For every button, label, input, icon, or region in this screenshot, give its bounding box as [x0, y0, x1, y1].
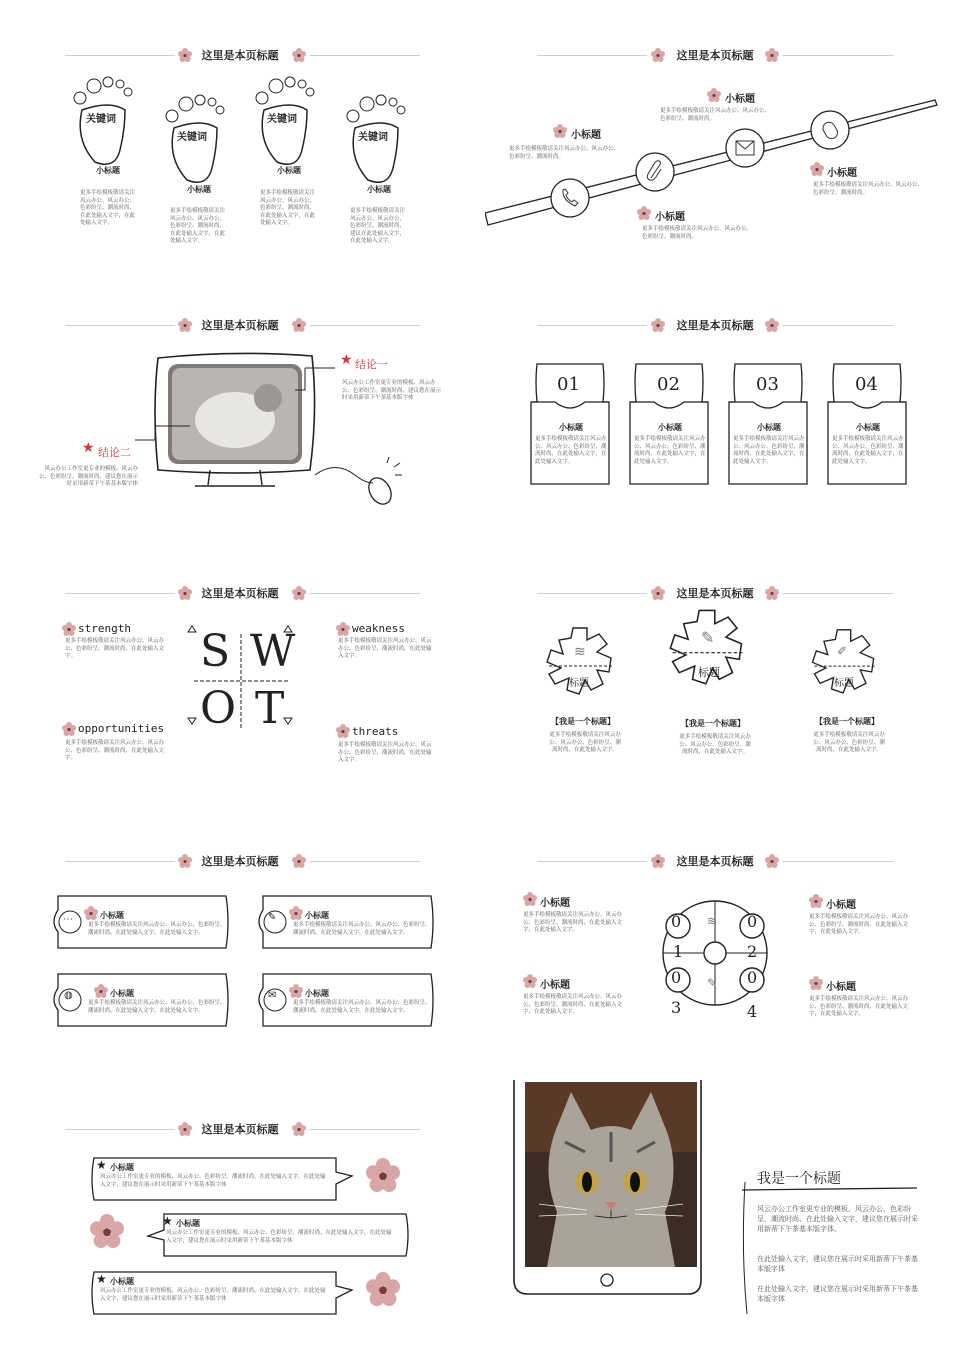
body-text: 更多手绘模板敬请关注风云办公、风云办公、色彩纷呈、潮流时尚、在此处输入文字，在此处输入文字。 — [260, 190, 316, 226]
body-text: 更多手绘模板敬请关注风云办公、风云办公、色彩纷呈、潮流时尚、在此处输入文字，在此处输入文字。 — [88, 922, 226, 936]
body-text: 在此处输入文字，建议您在展示时采用新蒂下午茶基本版字体 — [757, 1285, 918, 1303]
pushpin-icon: ✎ — [268, 912, 277, 923]
body-text: 更多手绘模板敬请关注风云办公、风云办公、色彩纷呈、潮流时尚。 — [642, 226, 753, 240]
slide-title: 我是一个标题 — [757, 1171, 841, 1187]
slide-gears — [485, 548, 945, 798]
slide-header — [485, 578, 945, 608]
page-title: 这里是本页标题 — [201, 1123, 279, 1136]
body-text: 更多手绘模板敬请关注风云办公、风云办公、色彩纷呈、潮流时尚、在此处输入文字。 — [549, 732, 621, 753]
gear-icon — [657, 606, 757, 706]
subtitle: 小标题 — [277, 165, 301, 175]
wifi-icon: ≋ — [707, 914, 718, 928]
body-text: 更多手绘模板敬请关注风云办公、风云办公、色彩纷呈、潮流时尚、在此处输入文字。 — [338, 742, 432, 763]
swot-label: strength — [78, 622, 131, 635]
body-text: 更多手绘模板敬请关注风云办公、风云办公、色彩纷呈、潮流时尚、在此处输入文字，在此处输入文字。 — [733, 436, 805, 465]
body-text: 更多手绘模板敬请关注风云办公、风云办公、色彩纷呈、潮流时尚。 — [813, 182, 924, 196]
gear-label: 标题 — [698, 666, 720, 679]
flower-icon — [336, 622, 350, 636]
mouse-icon — [315, 455, 405, 510]
subtitle: 小标题 — [367, 184, 391, 194]
envelope-icon — [725, 128, 765, 168]
body-text: 风云办公工作室更专业的模板、风云办公、色彩纷呈、潮流时尚、在此处输入文字，在此处输入文字，建议您在展示时采用新蒂下午茶基本版字体 — [166, 1230, 392, 1244]
envelope-icon: ✉ — [268, 990, 277, 1001]
mouse-icon: ◍ — [64, 990, 73, 1001]
slide-header — [10, 846, 470, 876]
body-text: 更多手绘模板敬请关注风云办公、风云办公、色彩纷呈、潮流时尚、在此处输入文字，在此处输入文字。 — [809, 914, 909, 935]
slide-swot — [10, 548, 470, 798]
flower-icon — [810, 162, 824, 176]
flower-icon — [292, 1122, 306, 1136]
circle-number: 0 — [671, 968, 682, 987]
subtitle: 小标题 — [305, 910, 329, 920]
swot-label: weakness — [352, 622, 405, 635]
body-text: 风云办公工作室更专业的模板、风云办公、色彩纷呈、潮流时尚、在此处输入文字，在此处输入文字，建议您在展示时采用新蒂下午茶基本版字体 — [100, 1288, 326, 1302]
circle-number: 1 — [673, 942, 684, 961]
flower-icon — [289, 984, 303, 998]
keyword-label: 关键词 — [177, 132, 207, 143]
phone-icon — [550, 178, 590, 218]
body-text: 更多手绘模板敬请关注风云办公、风云办公、色彩纷呈、潮流时尚、在此处输入文字。 — [65, 638, 165, 659]
circle-number: 0 — [747, 968, 758, 987]
star-icon: ★ — [340, 352, 353, 368]
slide-speech-bubbles — [10, 1084, 470, 1334]
circle-number: 0 — [671, 912, 682, 931]
flower-icon — [90, 1214, 124, 1248]
chat-icon: ⋯ — [63, 914, 73, 925]
cat-photo — [525, 1082, 697, 1267]
body-text: 更多手绘模板敬请关注风云办公、风云办公、色彩纷呈、潮流时尚、在此处输入文字，在此处输入文字。 — [809, 996, 909, 1017]
swot-letter: O — [200, 683, 237, 734]
subtitle: 小标题 — [100, 910, 124, 920]
flower-icon — [292, 318, 306, 332]
flower-icon — [809, 894, 823, 908]
flower-icon — [809, 976, 823, 990]
subtitle: 小标题 — [856, 422, 880, 432]
flower-icon — [292, 48, 306, 62]
circle-number: 3 — [671, 998, 682, 1017]
flower-icon — [765, 48, 779, 62]
body-text: 更多手绘模板敬请关注风云办公、风云办公、色彩纷呈、潮流时尚、在此处输入文字，在此处输入文字。 — [523, 912, 623, 933]
pen-icon: ✐ — [837, 644, 848, 658]
page-title: 这里是本页标题 — [676, 587, 754, 600]
flower-icon — [292, 854, 306, 868]
gear-caption: 【我是一个标题】 — [551, 716, 615, 726]
card-number: 03 — [756, 374, 779, 395]
mouse-icon — [810, 110, 850, 150]
body-text: 更多手绘模板敬请关注风云办公、风云办公、色彩纷呈、潮流时尚、在此处输入文字，在此处输入文字。 — [88, 1000, 226, 1014]
subtitle: 小标题 — [540, 898, 570, 909]
flower-icon — [765, 318, 779, 332]
body-text: 更多手绘模板敬请关注风云办公、风云办公、色彩纷呈、潮流时尚、在此处输入文字。 — [338, 638, 432, 659]
keyword-label: 关键词 — [358, 132, 388, 143]
flower-icon — [523, 892, 537, 906]
page-title: 这里是本页标题 — [676, 855, 754, 868]
page-title: 这里是本页标题 — [201, 587, 279, 600]
flower-icon — [553, 124, 567, 138]
subtitle: 小标题 — [305, 988, 329, 998]
subtitle: 小标题 — [110, 988, 134, 998]
body-text: 更多手绘模板敬请关注风云办公、风云办公、色彩纷呈、潮流时尚、在此处输入文字，在此处输入文字。 — [832, 436, 904, 465]
slide-header — [10, 578, 470, 608]
flower-icon — [62, 722, 76, 736]
flower-icon — [765, 854, 779, 868]
flower-icon — [765, 586, 779, 600]
body-text: 风云办公工作室更专业的模板、风云办公、色彩纷呈、潮流时尚、在此处输入文字，在此处输入文字，建议您在展示时采用新蒂下午茶基本版字体 — [100, 1174, 326, 1188]
subtitle: 小标题 — [176, 1218, 200, 1228]
body-text: 更多手绘模板敬请关注风云办公、风云办公、色彩纷呈、潮流时尚。 — [660, 108, 771, 122]
body-text: 更多手绘模板敬请关注风云办公、风云办公、色彩纷呈、潮流时尚、在此处输入文字。 — [813, 732, 885, 753]
page-title: 这里是本页标题 — [676, 319, 754, 332]
flower-icon — [94, 984, 108, 998]
subtitle: 小标题 — [658, 422, 682, 432]
slide-footprints — [10, 10, 470, 260]
circle-number: 2 — [747, 942, 758, 961]
gear-caption: 【我是一个标题】 — [681, 718, 745, 728]
body-text: 更多手绘模板敬请关注风云办公、风云办公、色彩纷呈、潮流时尚、在此处输入文字，在此处输入文字。 — [293, 922, 431, 936]
circle-number: 0 — [747, 912, 758, 931]
flower-icon — [292, 586, 306, 600]
subtitle: 小标题 — [571, 130, 601, 141]
subtitle: 小标题 — [655, 212, 685, 223]
slide-monitor — [10, 280, 470, 530]
body-text: 更多手绘模板敬请关注风云办公、风云办公、色彩纷呈、潮流时尚、在此处输入文字，在此处输入文字。 — [535, 436, 607, 465]
pushpin-icon: ✎ — [701, 628, 715, 647]
slide-header — [10, 40, 470, 70]
star-icon: ★ — [162, 1214, 173, 1228]
flower-icon — [366, 1158, 400, 1192]
flower-icon — [336, 724, 350, 738]
slide-phone-photo — [485, 1080, 945, 1342]
flower-icon — [523, 974, 537, 988]
star-icon: ★ — [96, 1272, 107, 1286]
paperclip-icon — [635, 152, 675, 192]
slide-header — [485, 40, 945, 70]
subtitle: 小标题 — [540, 980, 570, 991]
flower-icon — [62, 622, 76, 636]
body-text: 在此处输入文字，建议您在展示时采用新蒂下午茶基本版字体 — [757, 1255, 918, 1273]
slide-circle-network — [485, 816, 945, 1066]
slide-header — [485, 846, 945, 876]
conclusion-label: 结论二 — [98, 446, 131, 459]
swot-letter: S — [200, 626, 231, 677]
card-number: 02 — [657, 374, 680, 395]
page-title: 这里是本页标题 — [201, 319, 279, 332]
flower-icon — [637, 206, 651, 220]
page-title: 这里是本页标题 — [201, 855, 279, 868]
star-icon: ★ — [96, 1158, 107, 1172]
body-text: 更多手绘模板敬请关注风云办公、风云办公、色彩纷呈、潮流时尚、在此处输入文字。 — [679, 734, 751, 755]
gear-label: 标题 — [834, 678, 854, 689]
card-number: 01 — [557, 374, 580, 395]
body-text: 更多手绘模板敬请关注风云办公、风云办公、色彩纷呈、潮流时尚、建议在此处输入文字，在此处输入文字。 — [350, 208, 406, 244]
card-number: 04 — [855, 374, 878, 395]
keyword-label: 关键词 — [86, 114, 116, 125]
slide-header — [10, 310, 470, 340]
swot-label: threats — [352, 725, 399, 738]
gear-icon — [535, 624, 625, 714]
flower-icon — [366, 1272, 400, 1306]
body-text: 更多手绘模板敬请关注风云办公、风云办公、色彩纷呈、潮流时尚、在此处输入文字。 — [65, 740, 165, 761]
body-text: 更多手绘模板敬请关注风云办公、风云办公、色彩纷呈、潮流时尚、在此处输入文字，在此处输入文字。 — [170, 208, 226, 244]
conclusion-text: 风云办公工作室更专业的模板、风云办公、色彩纷呈、潮流时尚、建议您在展示时采用新蒂下午茶基本版字体 — [342, 380, 442, 401]
flower-icon — [289, 906, 303, 920]
subtitle: 小标题 — [187, 184, 211, 194]
slide-numbered-cards — [485, 280, 945, 530]
conclusion-text: 风云办公工作室更专业的模板、风云办公、色彩纷呈、潮流时尚、建议您在展示时采用新蒂下午茶基本版字体 — [38, 466, 138, 487]
slide-timeline — [485, 10, 945, 260]
flower-icon — [707, 88, 721, 102]
swot-label: opportunities — [78, 722, 165, 735]
star-icon: ★ — [82, 440, 95, 456]
body-text: 更多手绘模板敬请关注风云办公、风云办公、色彩纷呈、潮流时尚。 — [509, 146, 620, 160]
slide-four-boxes — [10, 816, 470, 1066]
body-text: 更多手绘模板敬请关注风云办公、风云办公、色彩纷呈、潮流时尚、在此处输入文字，在此处输入文字。 — [523, 994, 623, 1015]
swot-letter: W — [250, 626, 296, 677]
body-text: 更多手绘模板敬请关注风云办公、风云办公、色彩纷呈、潮流时尚、在此处输入文字，在此处输入文字。 — [293, 1000, 431, 1014]
body-text: 更多手绘模板敬请关注风云办公、风云办公、色彩纷呈、潮流时尚、在此处输入文字，在此处输入文字。 — [80, 190, 136, 226]
pushpin-icon: ✎ — [707, 976, 718, 990]
subtitle: 小标题 — [826, 900, 856, 911]
gear-caption: 【我是一个标题】 — [815, 716, 879, 726]
body-text: 风云办公工作室更专业的模板、风云办公、色彩纷呈、潮流时尚、在此处输入文字，建议您在展示时采用新蒂下午茶基本版字体。 — [757, 1205, 918, 1233]
page-title: 这里是本页标题 — [676, 49, 754, 62]
keyword-label: 关键词 — [267, 114, 297, 125]
subtitle: 小标题 — [110, 1276, 134, 1286]
circle-number: 4 — [747, 1002, 758, 1021]
gear-label: 标题 — [569, 678, 589, 689]
subtitle: 小标题 — [827, 168, 857, 179]
subtitle: 小标题 — [110, 1162, 134, 1172]
subtitle: 小标题 — [96, 165, 120, 175]
subtitle: 小标题 — [826, 982, 856, 993]
subtitle: 小标题 — [559, 422, 583, 432]
connector-line — [135, 360, 355, 460]
slide-header — [10, 1114, 470, 1144]
subtitle: 小标题 — [725, 94, 755, 105]
subtitle: 小标题 — [757, 422, 781, 432]
flower-icon — [84, 906, 98, 920]
conclusion-label: 结论一 — [355, 358, 388, 371]
gear-icon — [801, 626, 887, 712]
swot-letter: T — [255, 683, 285, 734]
body-text: 更多手绘模板敬请关注风云办公、风云办公、色彩纷呈、潮流时尚、在此处输入文字，在此处输入文字。 — [634, 436, 706, 465]
page-title: 这里是本页标题 — [201, 49, 279, 62]
slide-header — [485, 310, 945, 340]
wifi-icon: ≋ — [574, 644, 586, 660]
